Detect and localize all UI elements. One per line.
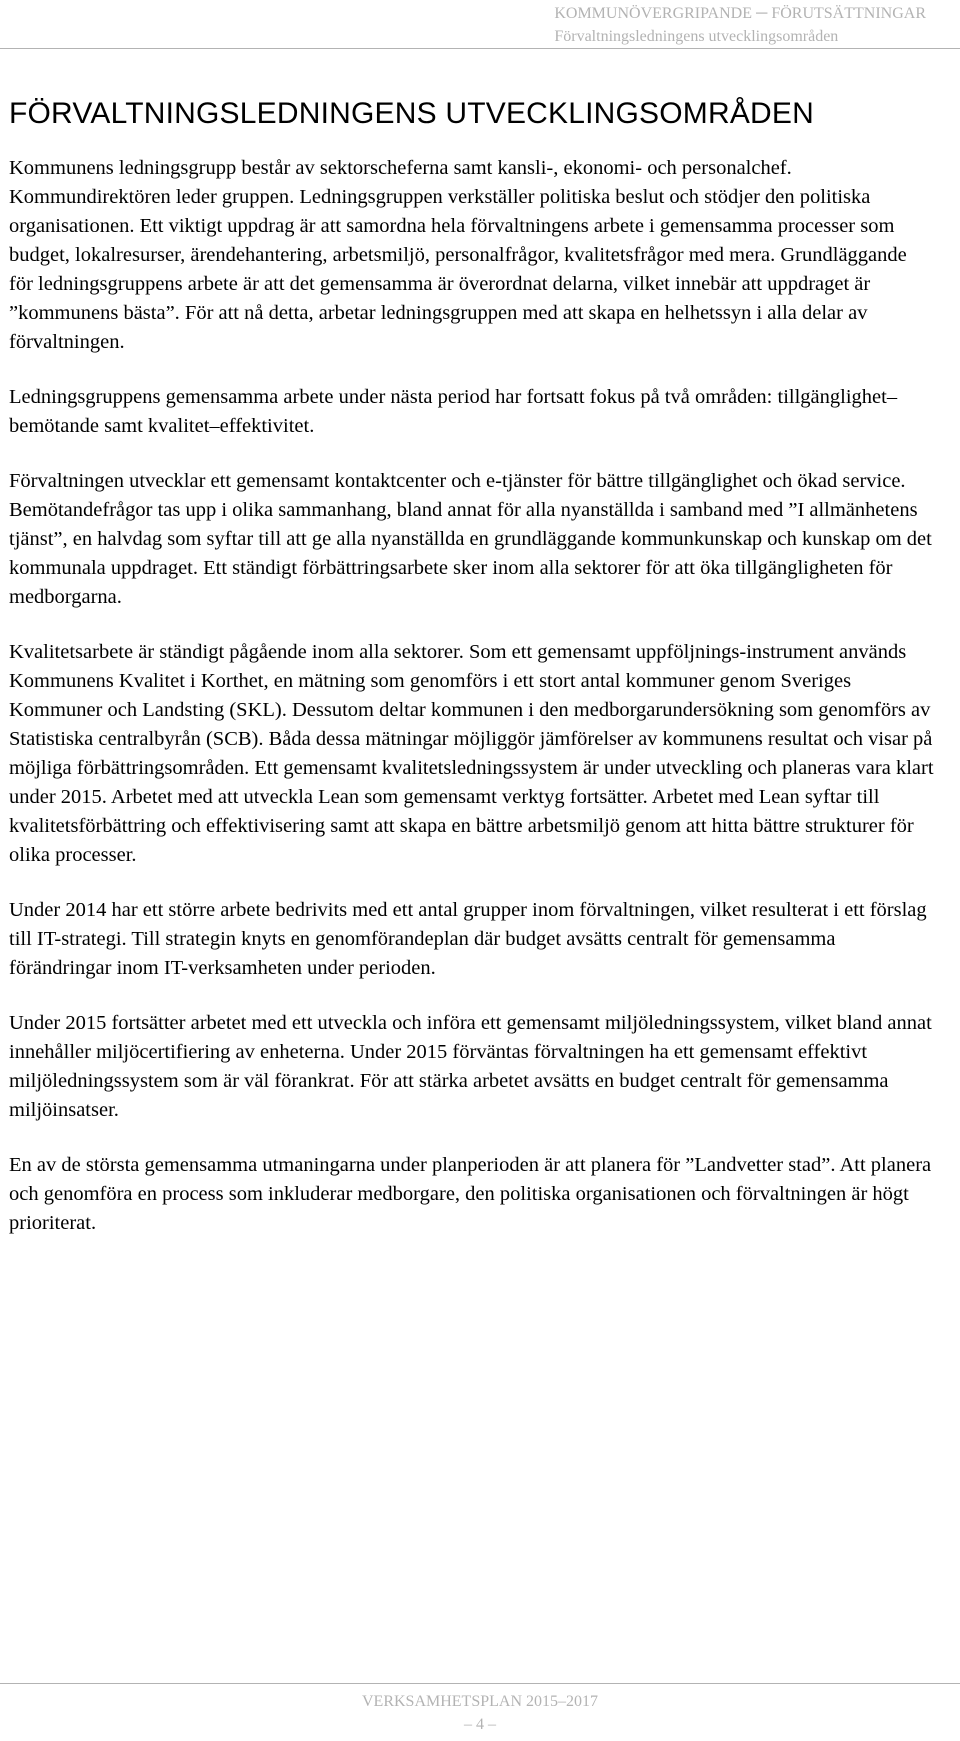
footer-divider (0, 1683, 960, 1684)
paragraph-landvetter-stad: En av de största gemensamma utmaningarna under planperioden är att planera för ”Landvetter stad”. Att planera och genomföra en process som inkluderar medborgare, den politiska organisationen och förvaltningen är högt prioriterat. (9, 1154, 932, 1234)
page-title: FÖRVALTNINGSLEDNINGENS UTVECKLINGSOMRÅDEN (9, 97, 815, 130)
document-body (9, 96, 934, 1264)
paragraph-fokusomraden: Ledningsgruppens gemensamma arbete under nästa period har fortsatt fokus på två områden: tillgänglighet–bemötande samt kvalitet–effektivitet. (9, 386, 898, 437)
paragraph-kvalitetsarbete: Kvalitetsarbete är ständigt pågående inom alla sektorer. Som ett gemensamt uppföljnings-instrument används Kommunens Kvalitet i Korthet, en mätning som genomförs i ett stort antal kommuner genom Sveriges Kommuner och Landsting (SKL). Dessutom deltar kommunen i den medborgarundersökning som genomförs av Statistiska centralbyrån (SCB). Båda dessa mätningar möjliggör jämförelser av kommunens resultat och visar på möjliga förbättringsområden. Ett gemensamt kvalitetsledningssystem är under utveckling och planeras vara klart under 2015. Arbetet med att utveckla Lean som gemensamt verktyg fortsätter. Arbetet med Lean syftar till kvalitetsförbättring och effektivisering samt att skapa en bättre arbetsmiljö genom att hitta bättre strukturer för olika processer. (9, 641, 934, 866)
paragraph-ledningsgrupp: Kommunens ledningsgrupp består av sektorscheferna samt kansli-, ekonomi- och personalchef. Kommundirektören leder gruppen. Ledningsgruppen verkställer politiska beslut och stödjer den politiska organisationen. Ett viktigt uppdrag är att samordna hela förvaltningens arbete i gemensamma processer som budget, lokalresurser, ärendehantering, arbetsmiljö, personalfrågor, kvalitetsfrågor med mera. Grundläggande för ledningsgruppens arbete är att det gemensamma är överordnat delarna, vilket innebär att uppdraget är ”kommunens bästa”. För att nå detta, arbetar ledningsgruppen med att skapa en helhetssyn i alla delar av förvaltningen. (9, 157, 907, 353)
paragraph-tillganglighet: Förvaltningen utvecklar ett gemensamt kontaktcenter och e-tjänster för bättre tillgänglighet och ökad service. Bemötandefrågor tas upp i olika sammanhang, bland annat för alla nyanställda i samband med ”I allmänhetens tjänst”, en halvdag som syftar till att ge alla nyanställda en grundläggande kommunkunskap och kunskap om det kommunala uppdraget. Ett ständigt förbättringsarbete sker inom alla sektorer för att öka tillgängligheten för medborgarna. (9, 470, 932, 608)
page-header (554, 2, 926, 48)
paragraph-miljoledning: Under 2015 fortsätter arbetet med ett utveckla och införa ett gemensamt miljöledningssystem, vilket bland annat innehåller miljöcertifiering av enheterna. Under 2015 förväntas förvaltningen ha ett gemensamt effektivt miljöledningssystem som är väl förankrat. För att stärka arbetet avsätts en budget centralt för gemensamma miljöinsatser. (9, 1012, 932, 1121)
page-number: – 4 – (464, 1716, 496, 1733)
header-section-title: KOMMUNÖVERGRIPANDE ─ FÖRUTSÄTTNINGAR (554, 5, 926, 22)
page-footer (0, 1690, 960, 1736)
footer-document-title: VERKSAMHETSPLAN 2015–2017 (361, 1693, 598, 1710)
header-subsection-title: Förvaltningsledningens utvecklingsområden (554, 28, 839, 45)
header-divider (0, 48, 960, 49)
paragraph-it-strategi: Under 2014 har ett större arbete bedrivits med ett antal grupper inom förvaltningen, vilket resulterat i ett förslag till IT-strategi. Till strategin knyts en genomförandeplan där budget avsätts centralt för gemensamma förändringar inom IT-verksamheten under perioden. (9, 899, 927, 979)
